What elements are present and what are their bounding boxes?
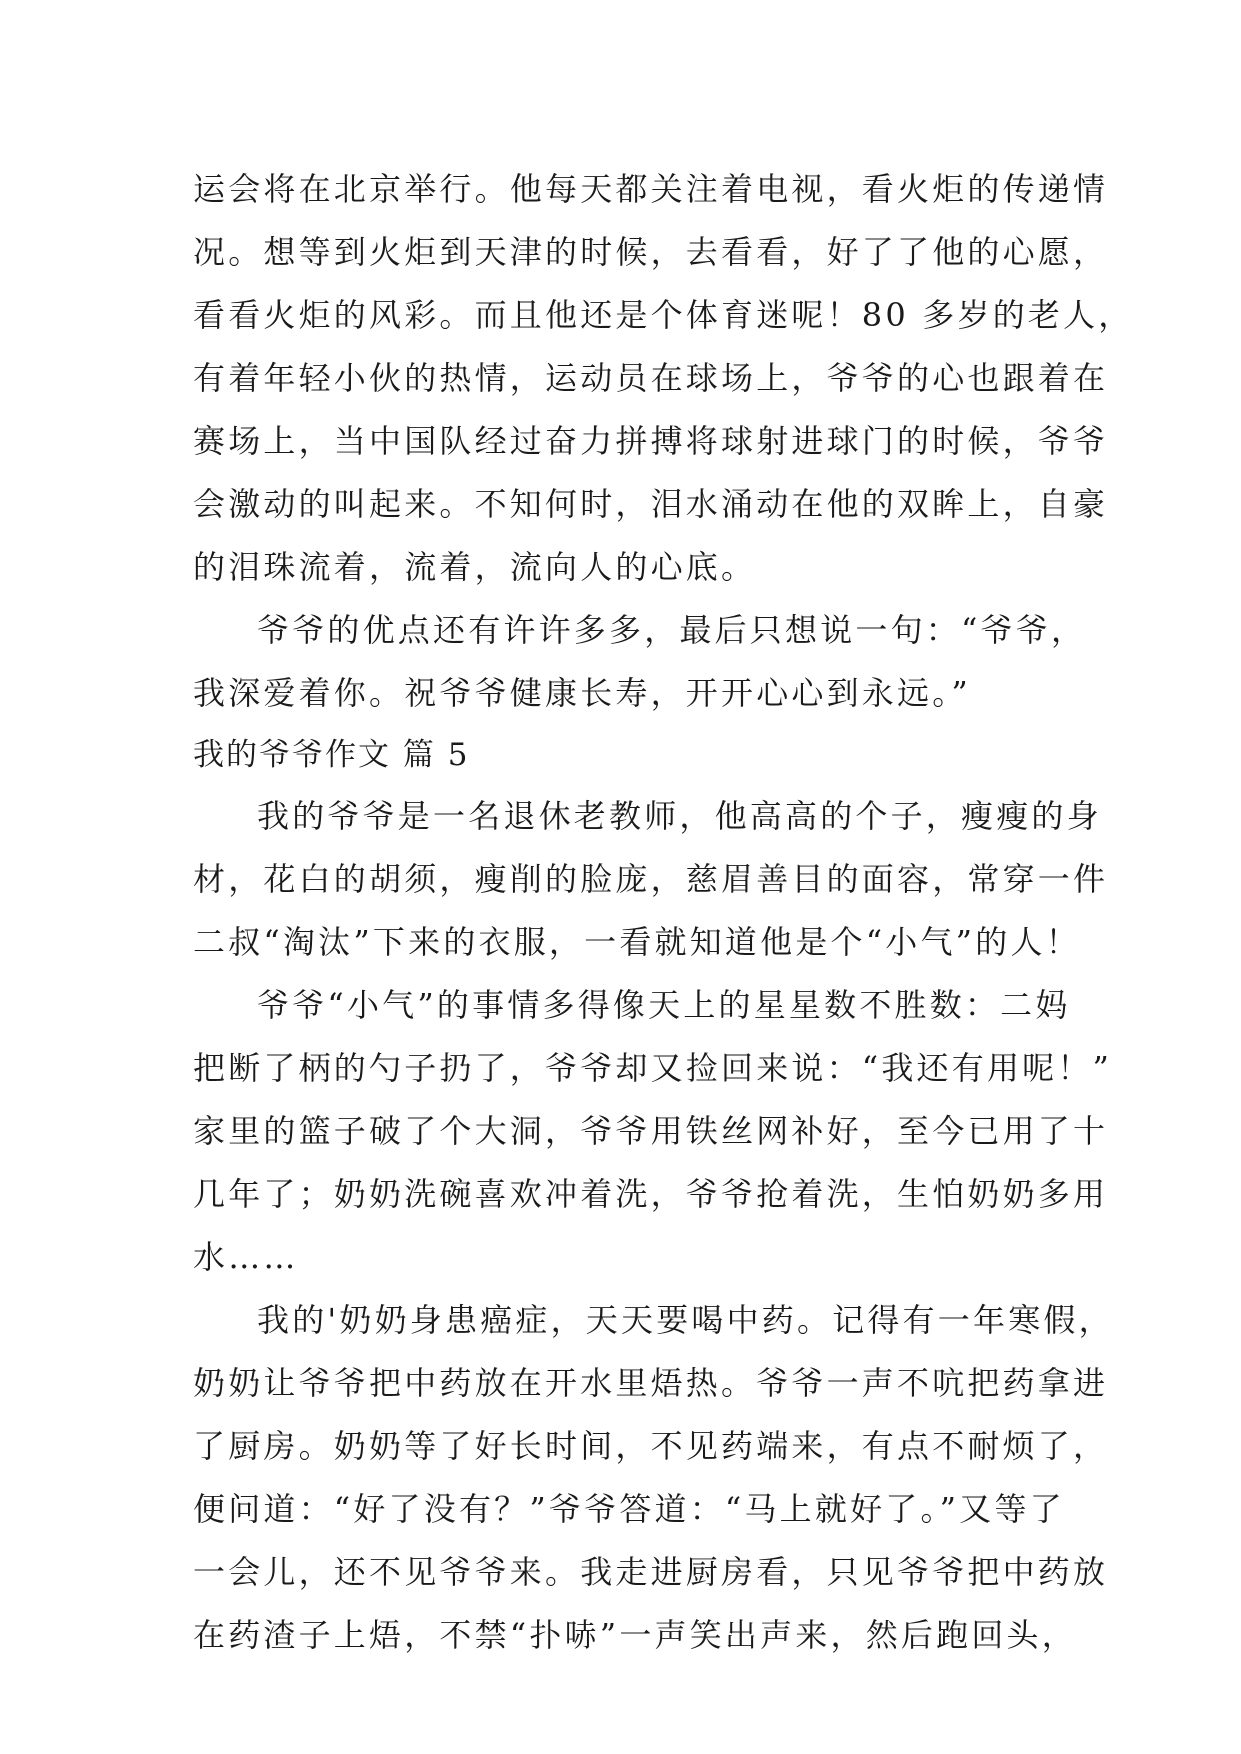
paragraph bbox=[193, 974, 1113, 1289]
section-heading: 我的爷爷作文 篇 5 bbox=[193, 737, 470, 773]
paragraph bbox=[193, 158, 1134, 599]
text-line: 材，花白的胡须，瘦削的脸庞，慈眉善目的面容，常穿一件 bbox=[193, 860, 1109, 898]
text-line: 一会儿，还不见爷爷来。我走进厨房看，只见爷爷把中药放 bbox=[193, 1553, 1109, 1591]
text-line: 我的爷爷是一名退休老教师，他高高的个子，瘦瘦的身 bbox=[257, 797, 1102, 835]
text-line: 在药渣子上焐，不禁“扑哧”一声笑出声来，然后跑回头， bbox=[193, 1616, 1077, 1654]
text-line: 奶奶让爷爷把中药放在开水里焐热。爷爷一声不吭把药拿进 bbox=[193, 1364, 1109, 1402]
text-line: 爷爷的优点还有许许多多，最后只想说一句：“爷爷， bbox=[257, 611, 1087, 649]
text-line: 二叔“淘汰”下来的衣服，一看就知道他是个“小气”的人！ bbox=[193, 923, 1081, 961]
text-line: 况。想等到火炬到天津的时候，去看看，好了了他的心愿， bbox=[193, 233, 1109, 271]
text-line: 了厨房。奶奶等了好长时间，不见药端来，有点不耐烦了， bbox=[193, 1427, 1109, 1465]
text-line: 便问道：“好了没有？”爷爷答道：“马上就好了。”又等了 bbox=[193, 1490, 1065, 1528]
text-line: 运会将在北京举行。他每天都关注着电视，看火炬的传递情 bbox=[193, 170, 1109, 208]
text-line: 我深爱着你。祝爷爷健康长寿，开开心心到永远。” bbox=[193, 674, 971, 712]
document-page bbox=[193, 158, 1134, 1667]
text-line: 有着年轻小伙的热情，运动员在球场上，爷爷的心也跟着在 bbox=[193, 359, 1109, 397]
text-line: 家里的篮子破了个大洞，爷爷用铁丝网补好，至今已用了十 bbox=[193, 1112, 1109, 1150]
paragraph bbox=[193, 599, 1087, 725]
text-line: 的泪珠流着，流着，流向人的心底。 bbox=[193, 548, 757, 586]
paragraph bbox=[193, 785, 1109, 974]
text-line: 我的'奶奶身患癌症，天天要喝中药。记得有一年寒假， bbox=[257, 1301, 1114, 1339]
text-line: 爷爷“小气”的事情多得像天上的星星数不胜数：二妈 bbox=[257, 986, 1071, 1024]
text-line: 水…… bbox=[193, 1238, 299, 1276]
text-line: 几年了；奶奶洗碗喜欢冲着洗，爷爷抢着洗，生怕奶奶多用 bbox=[193, 1175, 1109, 1213]
text-line: 看看火炬的风彩。而且他还是个体育迷呢！80 多岁的老人， bbox=[193, 296, 1134, 334]
text-line: 会激动的叫起来。不知何时，泪水涌动在他的双眸上，自豪 bbox=[193, 485, 1109, 523]
text-line: 把断了柄的勺子扔了，爷爷却又捡回来说：“我还有用呢！” bbox=[193, 1049, 1113, 1087]
paragraph bbox=[193, 1289, 1114, 1667]
text-line: 赛场上，当中国队经过奋力拼搏将球射进球门的时候，爷爷 bbox=[193, 422, 1109, 460]
